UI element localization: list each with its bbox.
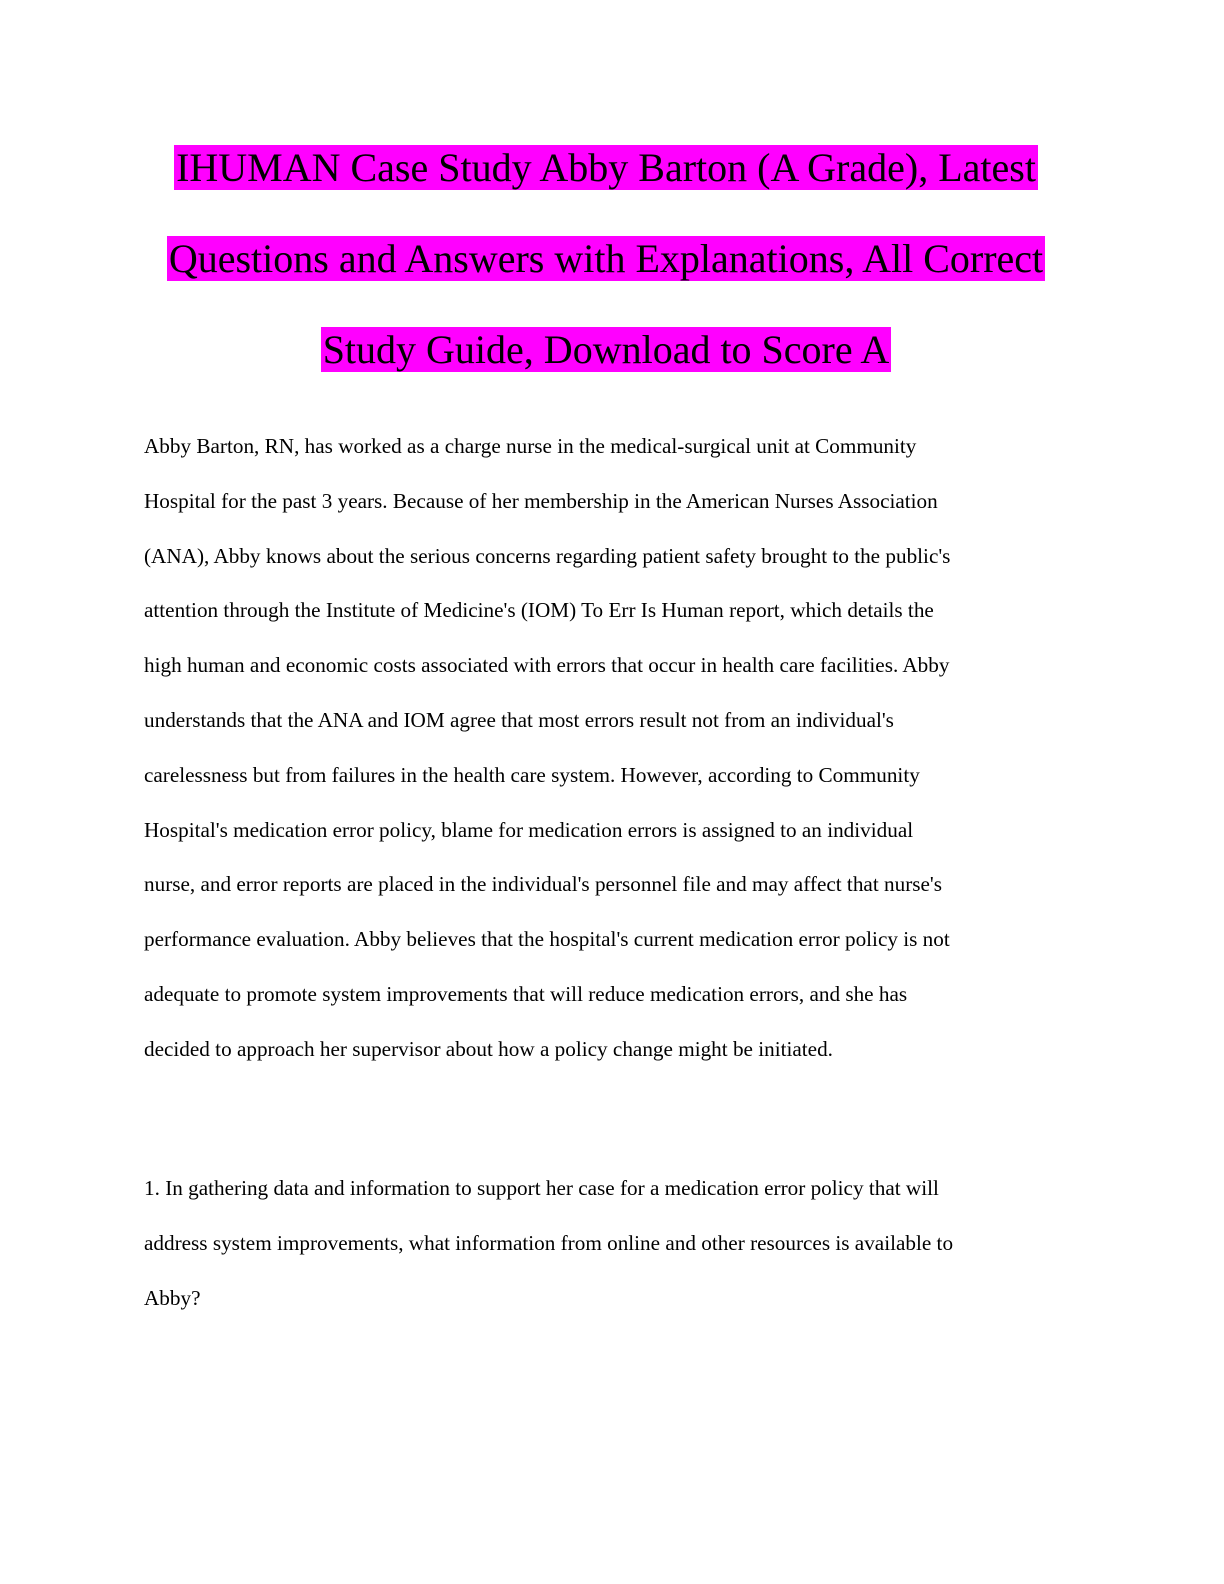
question-line: 1. In gathering data and information to support her case for a medication error policy that will <box>144 1176 939 1200</box>
title-line <box>144 138 1068 229</box>
paragraph-line: attention through the Institute of Medicine's (IOM) To Err Is Human report, which details the <box>144 598 934 623</box>
paragraph-line: understands that the ANA and IOM agree that most errors result not from an individual's <box>144 707 894 732</box>
title-line-text: Questions and Answers with Explanations, All Correct <box>168 236 1044 281</box>
paragraph-line: Abby Barton, RN, has worked as a charge nurse in the medical-surgical unit at Community <box>144 434 917 458</box>
paragraph-line: Hospital's medication error policy, blame for medication errors is assigned to an individual <box>144 817 914 842</box>
paragraph-line: carelessness but from failures in the health care system. However, according to Community <box>144 762 920 787</box>
document-title <box>144 138 1068 411</box>
paragraph-line: high human and economic costs associated with errors that occur in health care facilities. Abby <box>144 653 950 678</box>
paragraph-line: Hospital for the past 3 years. Because of her membership in the American Nurses Association <box>144 488 938 513</box>
paragraph-line: nurse, and error reports are placed in the individual's personnel file and may affect that nurse's <box>144 872 942 897</box>
question-line: Abby? <box>144 1285 201 1310</box>
intro-paragraph <box>144 426 1064 1084</box>
title-line <box>144 229 1068 320</box>
paragraph-line: performance evaluation. Abby believes that the hospital's current medication error policy is not <box>144 927 950 952</box>
paragraph-line: adequate to promote system improvements that will reduce medication errors, and she has <box>144 981 908 1006</box>
title-line-text: IHUMAN Case Study Abby Barton (A Grade), Latest <box>176 145 1036 190</box>
question-1 <box>144 1168 1064 1332</box>
question-line: address system improvements, what information from online and other resources is available to <box>144 1230 954 1255</box>
title-line-text: Study Guide, Download to Score A <box>322 327 890 372</box>
paragraph-line: decided to approach her supervisor about how a policy change might be initiated. <box>144 1036 833 1061</box>
title-line <box>144 320 1068 411</box>
paragraph-line: (ANA), Abby knows about the serious concerns regarding patient safety brought to the public's <box>144 543 951 568</box>
